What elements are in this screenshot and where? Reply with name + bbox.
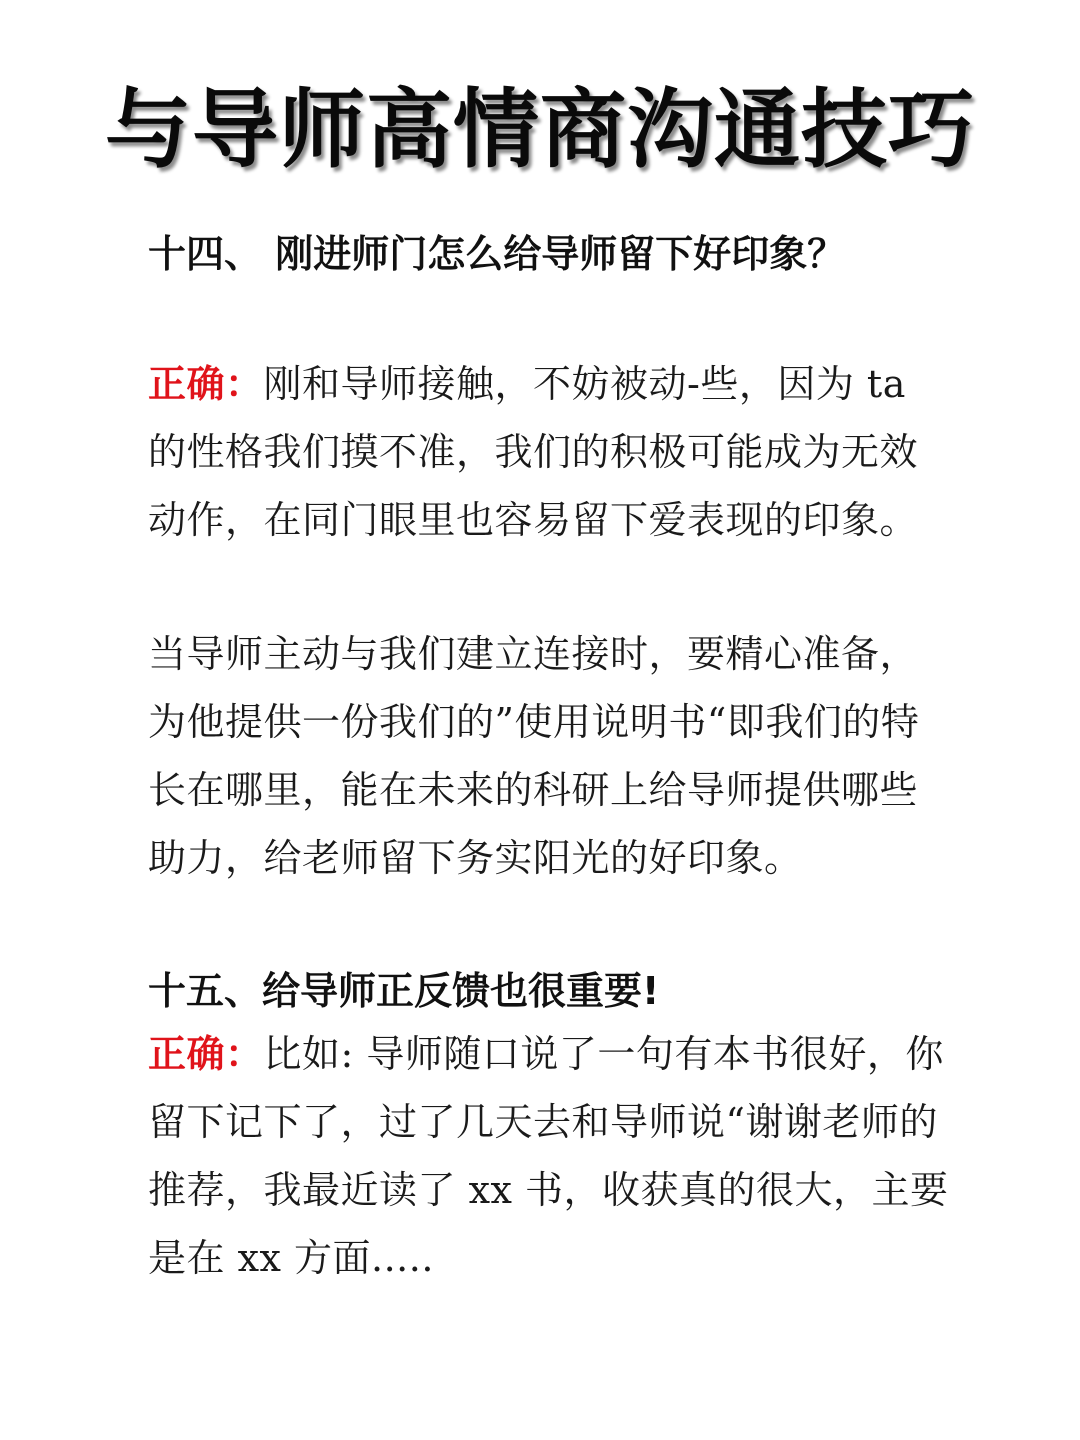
section-14-paragraph-2 <box>148 620 978 892</box>
paragraph-line: 当导师主动与我们建立连接时，要精心准备， <box>148 632 919 676</box>
paragraph-line: 动作，在同门眼里也容易留下爱表现的印象。 <box>148 498 919 542</box>
paragraph-line: 为他提供一份我们的”使用说明书“即我们的特 <box>148 700 920 744</box>
paragraph-text: 比如: 导师随口说了一句有本书很好，你 <box>263 1032 944 1076</box>
paragraph-line <box>148 1020 978 1088</box>
section-14-heading: 十四、 刚进师门怎么给导师留下好印象？ <box>148 232 846 276</box>
paragraph-line: 是在 xx 方面..... <box>148 1236 434 1280</box>
correct-label: 正确： <box>148 1032 264 1076</box>
paragraph-line: 留下记下了，过了几天去和导师说“谢谢老师的 <box>148 1100 938 1144</box>
correct-label: 正确： <box>148 362 264 406</box>
section-14-paragraph-1 <box>148 350 978 554</box>
paragraph-line: 长在哪里，能在未来的科研上给导师提供哪些 <box>148 768 919 812</box>
paragraph-line <box>148 350 978 418</box>
paragraph-line: 推荐，我最近读了 xx 书，收获真的很大，主要 <box>148 1168 949 1212</box>
paragraph-line: 助力，给老师留下务实阳光的好印象。 <box>148 836 803 880</box>
section-15-paragraph <box>148 1020 978 1292</box>
paragraph-line: 的性格我们摸不准，我们的积极可能成为无效 <box>148 430 919 474</box>
page-title: 与导师高情商沟通技巧 <box>105 80 975 180</box>
section-15-heading: 十五、给导师正反馈也很重要! <box>148 969 660 1013</box>
paragraph-text: 刚和导师接触，不妨被动-些，因为 ta <box>263 362 906 406</box>
